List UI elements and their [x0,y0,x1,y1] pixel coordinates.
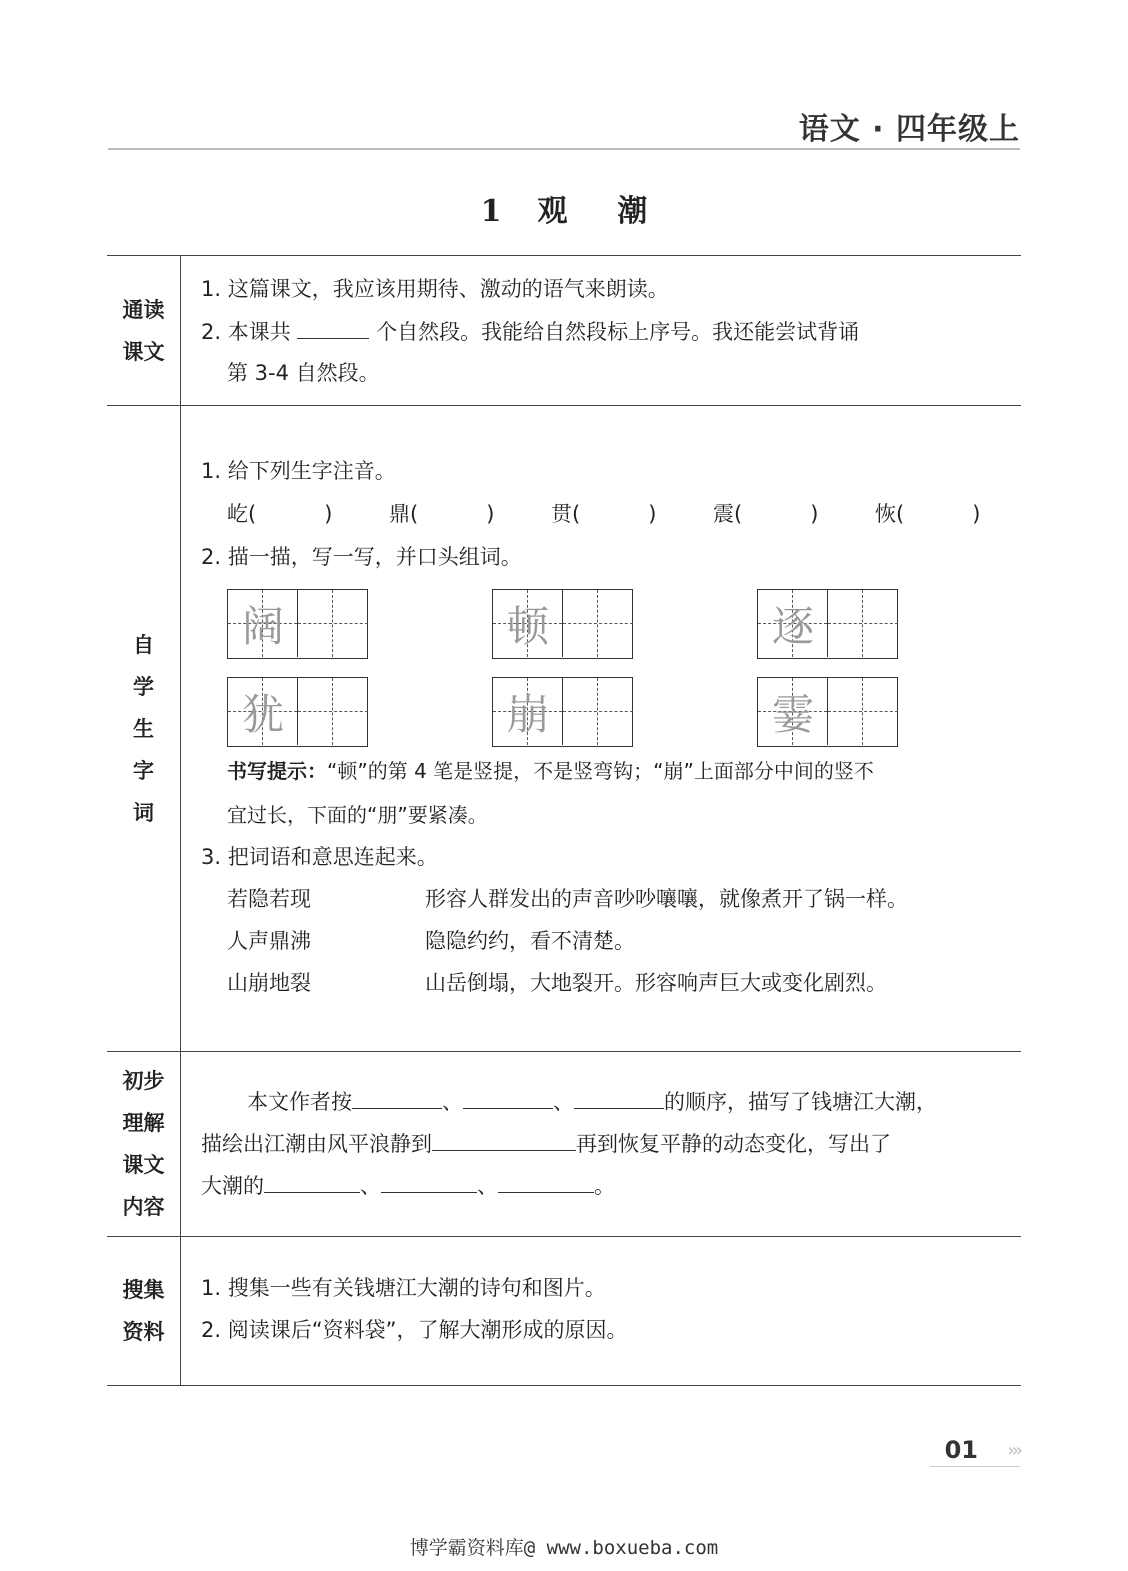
page-number-rule [930,1466,1020,1467]
pinyin-char: 鼎( [389,502,419,526]
match-word[interactable]: 若隐若现 [227,887,311,911]
read-item-1: 1. 这篇课文，我应该用期待、激动的语气来朗读。 [201,277,669,301]
feature-blank-3[interactable] [498,1170,594,1193]
change-blank[interactable] [432,1128,576,1151]
page-number: 01 [944,1436,978,1464]
section-self-study [107,406,1021,1052]
pinyin-char: 震( [713,502,743,526]
summary-text: 再到恢复平静的动态变化，写出了 [576,1132,891,1156]
trace-question: 2. 描一描，写一写，并口头组词。 [201,545,522,569]
pinyin-question: 1. 给下列生字注音。 [201,459,396,483]
read-item-2-cont: 第 3-4 自然段。 [227,361,380,385]
summary-text: 的顺序，描写了钱塘江大潮， [664,1090,937,1114]
book-title: 语文 · 四年级上 [798,112,1020,147]
close-paren: ) [486,502,495,526]
trace-cell [758,678,828,745]
writing-grid[interactable] [492,589,633,659]
trace-cell [493,590,563,657]
trace-cell [758,590,828,657]
separator: 、 [477,1174,498,1198]
pinyin-char: 屹( [227,502,257,526]
writing-grid[interactable] [227,589,368,659]
summary-line-3 [201,1170,615,1201]
separator: 、 [442,1090,463,1114]
match-meaning[interactable]: 隐隐约约，看不清楚。 [425,929,635,953]
pinyin-item[interactable] [227,498,332,528]
practice-cell[interactable] [298,678,368,745]
writing-grid[interactable] [757,589,898,659]
section-label-read: 通读 课文 [107,256,181,405]
match-meaning[interactable]: 山岳倒塌，大地裂开。形容响声巨大或变化剧烈。 [425,971,887,995]
trace-char: 逐 [771,601,814,651]
read-item-2-end: 个自然段。我能给自然段标上序号。我还能尝试背诵 [376,320,860,344]
order-blank-2[interactable] [463,1086,553,1109]
writing-grid[interactable] [492,677,633,747]
pinyin-item[interactable] [713,498,818,528]
practice-cell[interactable] [828,590,898,657]
trace-char: 崩 [506,689,549,739]
summary-text: 描绘出江潮由风平浪静到 [201,1132,432,1156]
order-blank-1[interactable] [352,1086,442,1109]
practice-cell[interactable] [828,678,898,745]
summary-text: 大潮的 [201,1174,264,1198]
section-label-understand: 初步 理解 课文 内容 [107,1052,181,1236]
watermark: 博学霸资料库@ www.boxueba.com [409,1537,719,1559]
summary-line-2 [201,1128,891,1159]
pinyin-item[interactable] [389,498,494,528]
page-arrows-icon: ››› [1007,1440,1020,1461]
summary-text: 。 [594,1174,615,1198]
order-blank-3[interactable] [574,1086,664,1109]
trace-char: 顿 [506,601,549,651]
read-item-2 [201,316,859,347]
trace-cell [493,678,563,745]
read-item-2-start: 2. 本课共 [201,320,291,344]
practice-cell[interactable] [563,590,633,657]
section-content-understand [181,1052,1021,1236]
lesson-number: 1 [480,194,502,229]
separator: 、 [553,1090,574,1114]
close-paren: ) [648,502,657,526]
section-label-self-study: 自 学 生 字 词 [107,406,181,1051]
pinyin-item[interactable] [551,498,656,528]
trace-cell [228,590,298,657]
header-divider [108,148,1020,150]
section-content-self-study [181,406,1021,1051]
writing-grid[interactable] [227,677,368,747]
writing-tip-cont: 宜过长，下面的“朋”要紧凑。 [227,803,488,827]
trace-cell [228,678,298,745]
close-paren: ) [972,502,981,526]
pinyin-char: 贯( [551,502,581,526]
writing-tip [227,756,874,786]
summary-text: 本文作者按 [247,1090,352,1114]
close-paren: ) [324,502,333,526]
writing-tip-text: “顿”的第 4 笔是竖提，不是竖弯钩；“崩”上面部分中间的竖不 [327,759,874,783]
match-meaning[interactable]: 形容人群发出的声音吵吵嚷嚷，就像煮开了锅一样。 [425,887,908,911]
feature-blank-1[interactable] [264,1170,360,1193]
match-question: 3. 把词语和意思连起来。 [201,845,438,869]
separator: 、 [360,1174,381,1198]
lesson-name: 观潮 [537,194,698,229]
feature-blank-2[interactable] [381,1170,477,1193]
section-understand [107,1052,1021,1237]
trace-char: 霎 [771,689,814,739]
section-content-collect [181,1237,1021,1385]
section-read [107,256,1021,406]
pinyin-char: 恢( [875,502,905,526]
section-content-read [181,256,1021,405]
match-word[interactable]: 山崩地裂 [227,971,311,995]
pinyin-item[interactable] [875,498,980,528]
paragraph-count-blank[interactable] [297,316,369,339]
lesson-title [0,186,1128,230]
practice-cell[interactable] [298,590,368,657]
trace-char: 阔 [241,601,284,651]
section-label-collect: 搜集 资料 [107,1237,181,1385]
collect-item-2: 2. 阅读课后“资料袋”，了解大潮形成的原因。 [201,1318,628,1342]
trace-char: 犹 [241,689,284,739]
practice-cell[interactable] [563,678,633,745]
writing-tip-label: 书写提示： [227,759,327,783]
summary-line-1 [247,1086,937,1117]
collect-item-1: 1. 搜集一些有关钱塘江大潮的诗句和图片。 [201,1276,606,1300]
worksheet-table [107,255,1021,1386]
match-word[interactable]: 人声鼎沸 [227,929,311,953]
close-paren: ) [810,502,819,526]
writing-grid[interactable] [757,677,898,747]
section-collect [107,1237,1021,1386]
